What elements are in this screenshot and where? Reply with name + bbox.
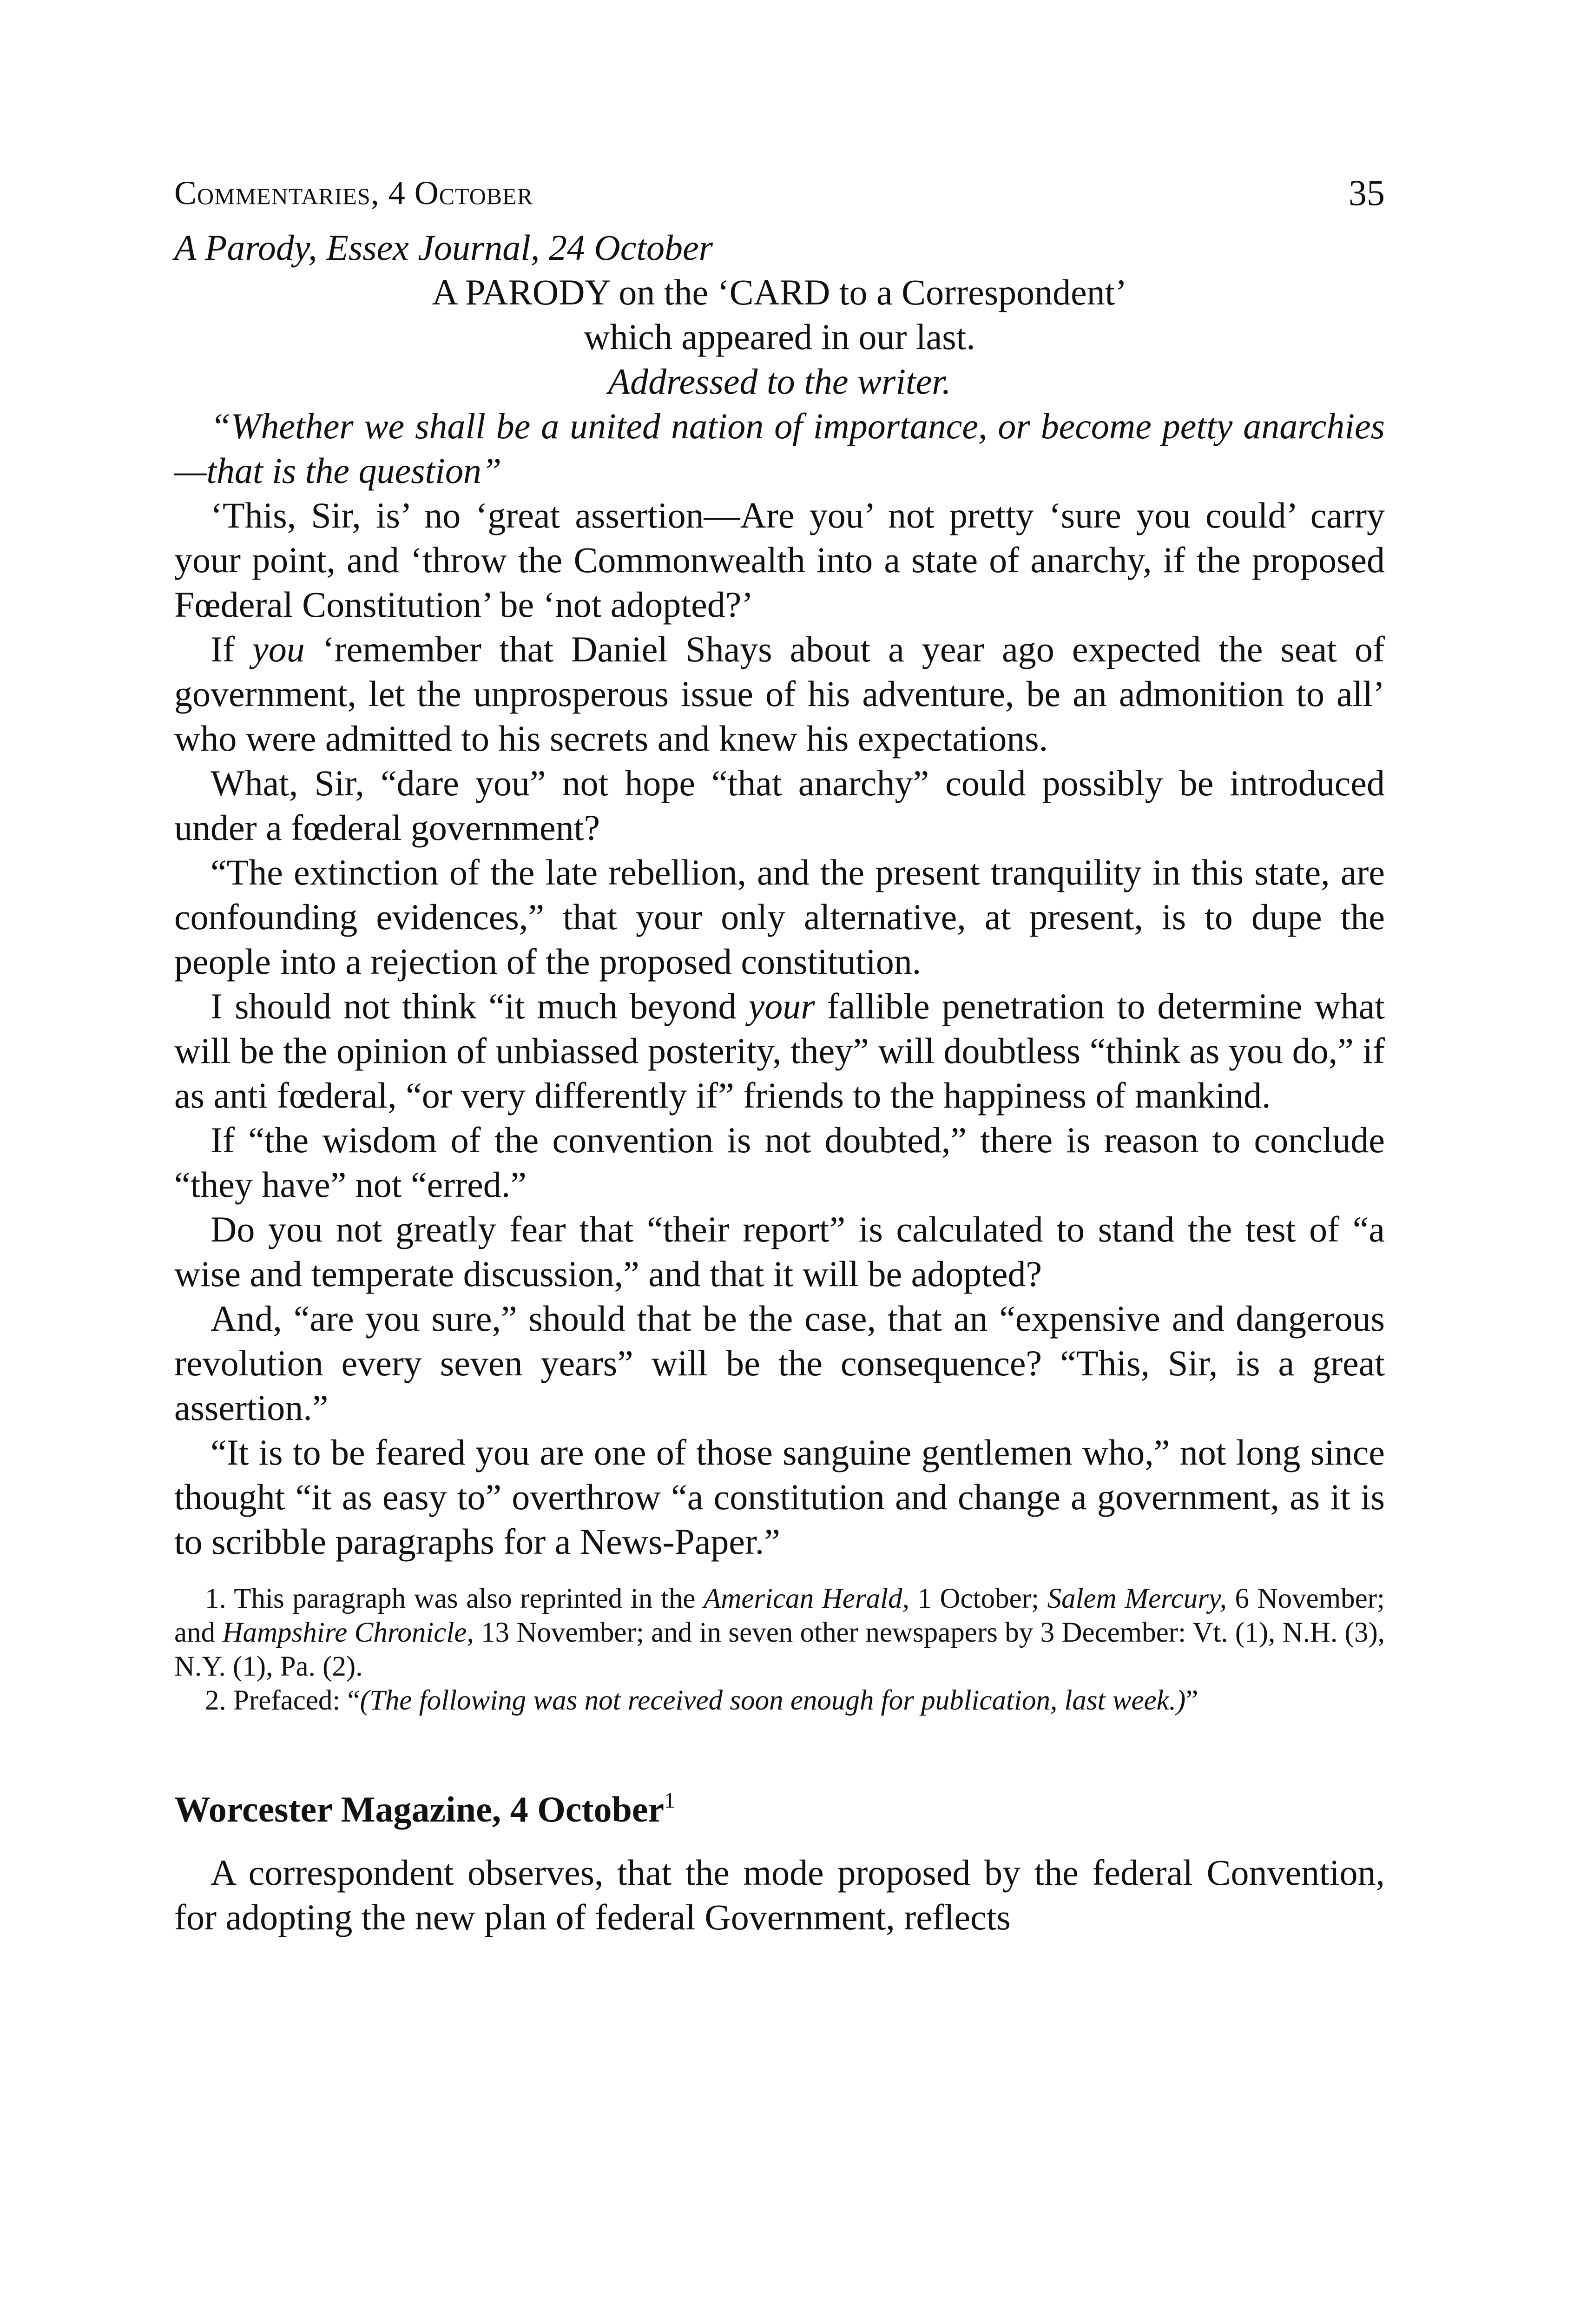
parody-paragraph-3: What, Sir, “dare you” not hope “that anarchy” could possibly be introduced under a fœderal government? [174, 763, 1385, 848]
parody-paragraph-5-lead: I should not think “it much beyond [211, 986, 749, 1026]
document-page [174, 165, 1385, 1940]
running-head-date: , 4 October [370, 174, 533, 211]
worcester-heading [174, 1787, 1385, 1832]
parody-paragraph-2-lead: If [211, 629, 253, 669]
parody-title-line-3: Addressed to the writer. [608, 361, 951, 402]
footnote-2-text-a: 2. Prefaced: “ [205, 1685, 360, 1716]
worcester-heading-note-ref: 1 [664, 1788, 676, 1813]
footnote-2-text-c: ” [1185, 1685, 1198, 1716]
footnote-2-quoted-preface: (The following was not received soon enough for publication, last week.) [360, 1685, 1186, 1716]
parody-epigraph: “Whether we shall be a united nation of importance, or become petty anarchies—that is the question” [174, 406, 1385, 491]
parody-paragraph-2-space [305, 629, 323, 669]
parody-title-line-2: which appeared in our last. [584, 317, 975, 357]
footnote-1-title-hampshire-chronicle: Hampshire Chronicle, [222, 1617, 474, 1648]
parody-paragraph-8: And, “are you sure,” should that be the case, that an “expensive and dangerous revolution every seven years” will be the consequence? “This, Sir, is a great assertion.” [174, 1298, 1385, 1428]
footnote-1-title-salem-mercury: Salem Mercury, [1047, 1583, 1227, 1614]
footnotes [174, 1582, 1385, 1717]
page-number: 35 [1349, 172, 1385, 213]
parody-paragraph-4: “The extinction of the late rebellion, and the present tranquility in this state, are confounding evidences,” that your only alternative, at present, is to dupe the people into a rejection of the proposed constitution. [174, 852, 1385, 982]
running-head-title [174, 165, 533, 221]
running-head-main: Commentaries [174, 174, 371, 211]
footnote-1-text-e: 6 November; and [174, 1583, 1385, 1648]
worcester-heading-text: Worcester Magazine, 4 October [174, 1789, 665, 1829]
parody-paragraph-1: ‘This, Sir, is’ no ‘great assertion—Are you’ not pretty ‘sure you could’ carry your point, and ‘throw the Commonwealth into a state of anarchy, if the proposed Fœderal Constitution’ be ‘not adopted?’ [174, 495, 1385, 625]
footnote-1-text-a: 1. This paragraph was also reprinted in the [205, 1583, 704, 1614]
footnote-2 [174, 1684, 1385, 1717]
parody-paragraph-9: “It is to be feared you are one of those sanguine gentlemen who,” not long since thought “it as easy to” overthrow “a constitution and change a government, as it is to scribble paragraphs for a News-Paper.” [174, 1432, 1385, 1562]
footnote-1 [174, 1582, 1385, 1684]
parody-source-line: A Parody, Essex Journal, 24 October [174, 227, 713, 268]
worcester-section-body [174, 1850, 1385, 1940]
running-head [174, 165, 1385, 221]
parody-paragraph-6: If “the wisdom of the convention is not doubted,” there is reason to conclude “they have” not “erred.” [174, 1120, 1385, 1205]
footnote-1-title-american-herald: American Herald, [704, 1583, 909, 1614]
parody-title-line-1: A PARODY on the ‘CARD to a Correspondent’ [432, 272, 1127, 312]
parody-paragraph-5-emphasis: your [748, 986, 815, 1026]
parody-paragraph-2-text: ‘remember that Daniel Shays about a year ago expected the seat of government, let the unprosperous issue of his adventure, be an admonition to all’ who were admitted to his secrets and knew his expectations. [174, 629, 1385, 759]
parody-paragraph-5 [174, 984, 1385, 1118]
parody-paragraph-2 [174, 627, 1385, 761]
footnote-1-text-g: 13 November; and in seven other newspapers by 3 December: Vt. (1), N.H. (3), N.Y. (1), Pa. (2). [174, 1617, 1385, 1682]
parody-paragraph-7: Do you not greatly fear that “their report” is calculated to stand the test of “a wise and temperate discussion,” and that it will be adopted? [174, 1209, 1385, 1294]
parody-paragraph-2-emphasis: you [252, 629, 305, 669]
worcester-paragraph-1: A correspondent observes, that the mode proposed by the federal Convention, for adopting the new plan of federal Government, reflects [174, 1852, 1385, 1937]
footnote-1-text-c: 1 October; [909, 1583, 1047, 1614]
parody-paragraph-5-text: fallible penetration to determine what will be the opinion of unbiassed posterity, they” will doubtless “think as you do,” if as anti fœderal, “or very differently if” friends to the happiness of mankind. [174, 986, 1385, 1116]
parody-paragraph-5-space [815, 986, 827, 1026]
